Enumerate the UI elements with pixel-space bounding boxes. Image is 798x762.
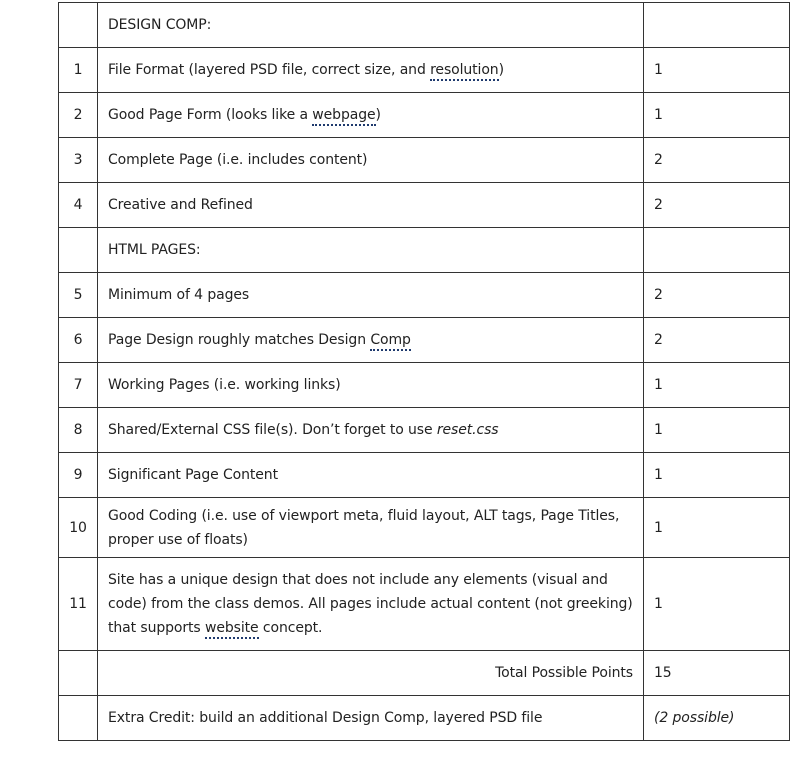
table-row	[59, 408, 790, 453]
table-row	[59, 93, 790, 138]
row-description: Complete Page (i.e. includes content)	[98, 138, 644, 183]
table-row	[59, 558, 790, 651]
row-number: 6	[59, 318, 98, 363]
row-number: 1	[59, 48, 98, 93]
row-description-line: code) from the class demos. All pages include actual content (not greeking)	[108, 596, 633, 612]
reset-css-filename: reset.css	[436, 422, 499, 438]
row-description: Minimum of 4 pages	[98, 273, 644, 318]
row-number: 7	[59, 363, 98, 408]
row-points	[644, 3, 790, 48]
link-webpage[interactable]: webpage	[312, 106, 375, 126]
rubric-table	[58, 2, 790, 741]
row-number	[59, 651, 98, 696]
row-points: 1	[644, 93, 790, 138]
row-number: 11	[59, 558, 98, 651]
link-comp[interactable]: Comp	[370, 331, 410, 351]
total-label: Total Possible Points	[98, 651, 644, 696]
row-number: 8	[59, 408, 98, 453]
total-points: 15	[644, 651, 790, 696]
row-description	[98, 318, 644, 363]
row-number: 4	[59, 183, 98, 228]
row-description-text: )	[375, 107, 381, 123]
row-description-line: proper use of floats)	[108, 531, 248, 548]
row-points: 2	[644, 138, 790, 183]
row-description	[98, 48, 644, 93]
row-description	[98, 408, 644, 453]
row-number	[59, 696, 98, 741]
table-row	[59, 273, 790, 318]
table-row	[59, 318, 790, 363]
table-row	[59, 138, 790, 183]
row-points	[644, 228, 790, 273]
row-description-text: concept.	[258, 620, 323, 636]
table-row	[59, 183, 790, 228]
row-points: 1	[644, 498, 790, 558]
row-number: 10	[59, 498, 98, 558]
row-description-text: Page Design roughly matches Design	[108, 332, 371, 348]
row-points: 1	[644, 453, 790, 498]
row-points: 1	[644, 408, 790, 453]
row-points: 2	[644, 318, 790, 363]
row-description: Creative and Refined	[98, 183, 644, 228]
row-description-text: Shared/External CSS file(s). Don’t forget to use	[108, 422, 437, 438]
row-number: 3	[59, 138, 98, 183]
row-number: 5	[59, 273, 98, 318]
row-description-line: Site has a unique design that does not include any elements (visual and	[108, 572, 608, 588]
table-row	[59, 48, 790, 93]
section-heading-design-comp: DESIGN COMP:	[98, 3, 644, 48]
table-row	[59, 363, 790, 408]
row-number	[59, 3, 98, 48]
table-row	[59, 498, 790, 558]
table-row-total	[59, 651, 790, 696]
row-description	[98, 93, 644, 138]
row-number: 9	[59, 453, 98, 498]
row-points: 1	[644, 558, 790, 651]
row-description-text: )	[498, 62, 504, 78]
link-website[interactable]: website	[205, 619, 259, 639]
row-points: 1	[644, 48, 790, 93]
row-description-line: Good Coding (i.e. use of viewport meta, fluid layout, ALT tags, Page Titles,	[108, 507, 620, 524]
table-row-extra-credit	[59, 696, 790, 741]
row-description: Working Pages (i.e. working links)	[98, 363, 644, 408]
row-description	[98, 498, 644, 558]
table-row-section-html-pages	[59, 228, 790, 273]
table-row-section-design-comp	[59, 3, 790, 48]
row-description-text: File Format (layered PSD file, correct size, and	[108, 62, 431, 78]
row-number	[59, 228, 98, 273]
extra-credit-description: Extra Credit: build an additional Design Comp, layered PSD file	[98, 696, 644, 741]
row-number: 2	[59, 93, 98, 138]
row-points: 2	[644, 183, 790, 228]
row-description-line	[108, 616, 633, 640]
section-heading-html-pages: HTML PAGES:	[98, 228, 644, 273]
row-description	[98, 558, 644, 651]
row-points: 1	[644, 363, 790, 408]
row-points: 2	[644, 273, 790, 318]
link-resolution[interactable]: resolution	[430, 61, 499, 81]
table-row	[59, 453, 790, 498]
row-description: Significant Page Content	[98, 453, 644, 498]
extra-credit-points: (2 possible)	[644, 696, 790, 741]
row-description-text: Good Page Form (looks like a	[108, 107, 313, 123]
row-description-text: that supports	[108, 620, 205, 636]
